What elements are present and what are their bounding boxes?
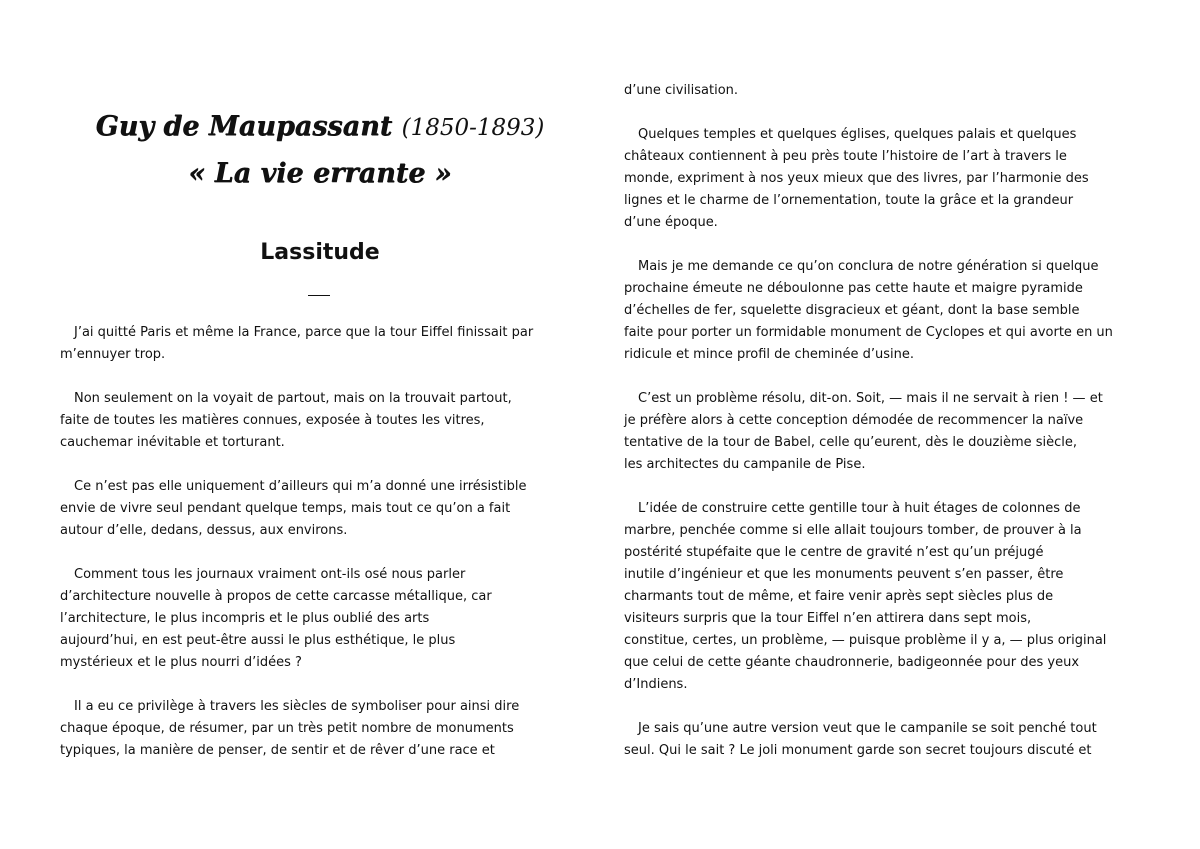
- text-line: C’est un problème résolu, dit-on. Soit, — mais il ne servait à rien ! — et: [638, 391, 1103, 406]
- paragraph: [60, 388, 580, 454]
- paragraph: [60, 476, 580, 542]
- paragraph: [624, 498, 1144, 696]
- text-line: mystérieux et le plus nourri d’idées ?: [60, 655, 302, 670]
- text-line: cauchemar inévitable et torturant.: [60, 435, 285, 450]
- paragraph: [60, 322, 580, 366]
- title-author-line: [60, 104, 580, 151]
- text-line: constitue, certes, un problème, — puisque problème il y a, — plus original: [624, 633, 1107, 648]
- text-line: L’idée de construire cette gentille tour à huit étages de colonnes de: [638, 501, 1081, 516]
- text-line: les architectes du campanile de Pise.: [624, 457, 866, 472]
- paragraph: [624, 388, 1144, 476]
- paragraph: [624, 718, 1144, 762]
- text-line: envie de vivre seul pendant quelque temps, mais tout ce qu’on a fait: [60, 501, 511, 516]
- text-line: d’architecture nouvelle à propos de cette carcasse métallique, car: [60, 589, 492, 604]
- text-line: chaque époque, de résumer, par un très petit nombre de monuments: [60, 721, 514, 736]
- text-line: m’ennuyer trop.: [60, 347, 166, 362]
- heading-divider: [308, 295, 330, 296]
- document-title: [60, 104, 580, 197]
- text-line: inutile d’ingénieur et que les monuments peuvent s’en passer, être: [624, 567, 1064, 582]
- text-line: prochaine émeute ne déboulonne pas cette haute et maigre pyramide: [624, 281, 1083, 296]
- text-line: marbre, penchée comme si elle allait toujours tomber, de prouver à la: [624, 523, 1082, 538]
- paragraph: [60, 564, 580, 674]
- text-line: Non seulement on la voyait de partout, mais on la trouvait partout,: [74, 391, 512, 406]
- text-line: Comment tous les journaux vraiment ont-ils osé nous parler: [74, 567, 466, 582]
- text-line: Je sais qu’une autre version veut que le campanile se soit penché tout: [638, 721, 1097, 736]
- text-line: châteaux contiennent à peu près toute l’histoire de l’art à travers le: [624, 149, 1067, 164]
- text-line: Quelques temples et quelques églises, quelques palais et quelques: [638, 127, 1077, 142]
- text-line: J’ai quitté Paris et même la France, parce que la tour Eiffel finissait par: [74, 325, 534, 340]
- text-line: postérité stupéfaite que le centre de gravité n’est qu’un préjugé: [624, 545, 1044, 560]
- text-line: ridicule et mince profil de cheminée d’usine.: [624, 347, 914, 362]
- section-heading: Lassitude: [260, 240, 380, 265]
- work-title: « La vie errante »: [188, 158, 452, 189]
- text-line: je préfère alors à cette conception démodée de recommencer la naïve: [624, 413, 1084, 428]
- text-line: d’échelles de fer, squelette disgracieux et géant, dont la base semble: [624, 303, 1080, 318]
- text-line: faite de toutes les matières connues, exposée à toutes les vitres,: [60, 413, 485, 428]
- text-line: l’architecture, le plus incompris et le plus oublié des arts: [60, 611, 430, 626]
- paragraph: [624, 256, 1144, 366]
- text-line: typiques, la manière de penser, de sentir et de rêver d’une race et: [60, 743, 495, 758]
- text-line: Mais je me demande ce qu’on conclura de notre génération si quelque: [638, 259, 1099, 274]
- author-dates: (1850-1893): [401, 115, 545, 141]
- author-name: Guy de Maupassant: [95, 111, 393, 142]
- text-line: d’une époque.: [624, 215, 718, 230]
- text-line: autour d’elle, dedans, dessus, aux environs.: [60, 523, 348, 538]
- text-line: monde, expriment à nos yeux mieux que des livres, par l’harmonie des: [624, 171, 1089, 186]
- text-line: Il a eu ce privilège à travers les siècles de symboliser pour ainsi dire: [74, 699, 520, 714]
- text-line: que celui de cette géante chaudronnerie, badigeonnée pour des yeux: [624, 655, 1080, 670]
- text-line: seul. Qui le sait ? Le joli monument garde son secret toujours discuté et: [624, 743, 1092, 758]
- paragraph: [60, 696, 580, 762]
- text-line: d’Indiens.: [624, 677, 688, 692]
- text-line: tentative de la tour de Babel, celle qu’eurent, dès le douzième siècle,: [624, 435, 1078, 450]
- paragraph: [624, 80, 1144, 102]
- text-line: lignes et le charme de l’ornementation, toute la grâce et la grandeur: [624, 193, 1074, 208]
- text-line: visiteurs surpris que la tour Eiffel n’en attirera dans sept mois,: [624, 611, 1032, 626]
- text-line: charmants tout de même, et faire venir après sept siècles plus de: [624, 589, 1054, 604]
- paragraph: [624, 124, 1144, 234]
- text-line: faite pour porter un formidable monument de Cyclopes et qui avorte en un: [624, 325, 1113, 340]
- text-line: d’une civilisation.: [624, 83, 739, 98]
- text-line: aujourd’hui, en est peut-être aussi le plus esthétique, le plus: [60, 633, 456, 648]
- text-line: Ce n’est pas elle uniquement d’ailleurs qui m’a donné une irrésistible: [74, 479, 527, 494]
